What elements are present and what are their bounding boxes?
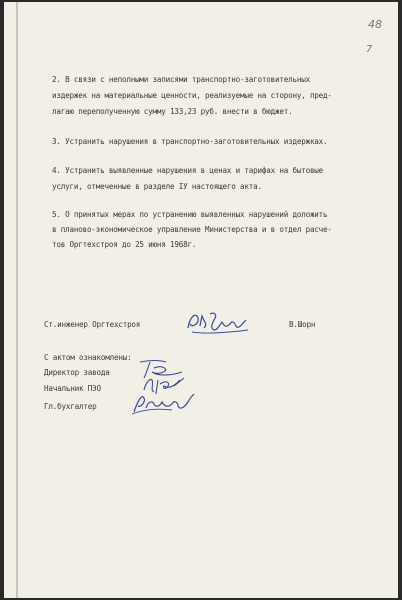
paragraph-5-line-2: в планово-экономическое управление Министерства и в отдел расче- (52, 225, 332, 234)
signatory-position: Ст.инженер Оргтехстроя (44, 320, 141, 329)
acknowledgement-heading: С актом ознакомлены: (44, 353, 132, 362)
paragraph-5-line-3: тов Оргтехстроя до 25 июня 1968г. (52, 240, 197, 249)
paragraph-2-line-3: лагаю переполученную сумму 133,23 руб. внести в бюджет. (52, 107, 293, 116)
archive-number: 48 (368, 18, 382, 31)
page-number: 7 (366, 44, 373, 55)
page-fold-line (16, 2, 18, 598)
paragraph-2-line-1: 2. В связи с неполными записями транспортно-заготовительных (52, 75, 310, 84)
paragraph-3-line-1: 3. Устранить нарушения в транспортно-заготовительных издержках. (52, 137, 328, 146)
paragraph-5-line-1: 5. О принятых мерах по устранению выявленных нарушений доложить (52, 210, 328, 219)
paragraph-4-line-2: услуги, отмеченные в разделе IУ настоящего акта. (52, 182, 262, 191)
document-page (4, 2, 398, 598)
role-chief-accountant: Гл.бухгалтер (44, 402, 97, 411)
signatory-name: В.Шорн (289, 320, 316, 329)
handwritten-signature-inspector (184, 308, 254, 336)
role-head-peo: Начальник ПЭО (44, 384, 101, 393)
paragraph-2-line-2: издержек на материальные ценности, реализуемые на сторону, пред- (52, 91, 332, 100)
handwritten-signature-accountant (128, 390, 198, 416)
paragraph-4-line-1: 4. Устранить выявленные нарушения в ценах и тарифах на бытовые (52, 166, 324, 175)
role-director: Директор завода (44, 368, 110, 377)
